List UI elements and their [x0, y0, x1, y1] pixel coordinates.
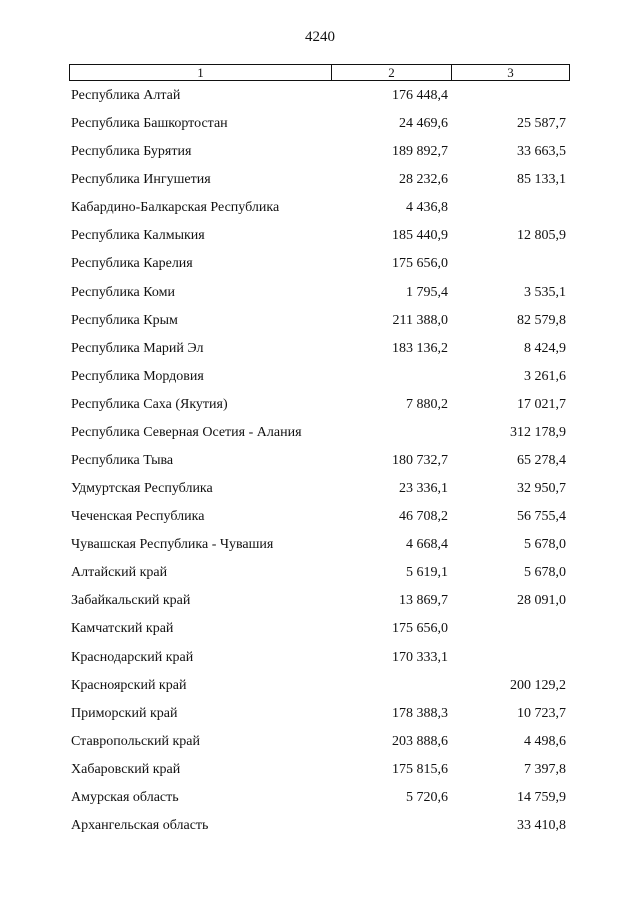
value-col-3: 56 755,4	[517, 509, 566, 525]
value-col-3: 4 498,6	[524, 733, 566, 749]
region-name: Республика Коми	[71, 284, 175, 300]
value-col-3: 5 678,0	[524, 565, 566, 581]
value-col-2: 170 333,1	[392, 649, 448, 665]
region-name: Республика Тыва	[71, 453, 174, 469]
value-col-2: 46 708,2	[399, 509, 448, 525]
table-row	[71, 761, 569, 789]
value-col-3: 7 397,8	[524, 761, 566, 777]
value-col-3: 14 759,9	[517, 789, 566, 805]
region-name: Республика Саха (Якутия)	[71, 396, 228, 412]
table-row	[71, 564, 569, 592]
value-col-2: 7 880,2	[406, 396, 448, 412]
value-col-3: 3 535,1	[524, 284, 566, 300]
region-name: Камчатский край	[71, 621, 174, 637]
value-col-2: 4 436,8	[406, 200, 448, 216]
table-row	[71, 620, 569, 648]
region-name: Амурская область	[71, 789, 179, 805]
table-row	[71, 789, 569, 817]
region-name: Хабаровский край	[71, 761, 181, 777]
table-row	[71, 592, 569, 620]
value-col-2: 4 668,4	[406, 537, 448, 553]
table-row	[71, 705, 569, 733]
value-col-2: 175 815,6	[392, 761, 448, 777]
value-col-2: 28 232,6	[399, 172, 448, 188]
table-row	[71, 677, 569, 705]
value-col-3: 3 261,6	[524, 368, 566, 384]
value-col-2: 175 656,0	[392, 256, 448, 272]
table-row	[71, 480, 569, 508]
table-row	[71, 396, 569, 424]
table-row	[71, 508, 569, 536]
table-row	[71, 368, 569, 396]
region-name: Забайкальский край	[71, 593, 191, 609]
region-name: Республика Крым	[71, 312, 178, 328]
value-col-3: 312 178,9	[510, 424, 566, 440]
value-col-2: 23 336,1	[399, 481, 448, 497]
region-name: Ставропольский край	[71, 733, 200, 749]
value-col-3: 85 133,1	[517, 172, 566, 188]
column-header-3: 3	[452, 65, 570, 81]
table-row	[71, 817, 569, 845]
value-col-2: 203 888,6	[392, 733, 448, 749]
value-col-3: 33 663,5	[517, 144, 566, 160]
table-header	[69, 64, 570, 81]
value-col-2: 180 732,7	[392, 453, 448, 469]
value-col-3: 5 678,0	[524, 537, 566, 553]
value-col-2: 176 448,4	[392, 88, 448, 103]
region-name: Алтайский край	[71, 565, 168, 581]
region-name: Республика Алтай	[71, 88, 181, 103]
region-name: Республика Марий Эл	[71, 340, 204, 356]
region-name: Чувашская Республика - Чувашия	[71, 537, 274, 553]
value-col-3: 200 129,2	[510, 677, 566, 693]
value-col-2: 189 892,7	[392, 144, 448, 160]
table-row	[71, 143, 569, 171]
table-row	[71, 255, 569, 283]
table-row	[71, 171, 569, 199]
region-name: Архангельская область	[71, 818, 209, 834]
table-row	[71, 284, 569, 312]
value-col-2: 24 469,6	[399, 116, 448, 132]
table-row	[71, 312, 569, 340]
region-name: Республика Северная Осетия - Алания	[71, 424, 302, 440]
value-col-3: 25 587,7	[517, 116, 566, 132]
region-name: Кабардино-Балкарская Республика	[71, 200, 280, 216]
value-col-3: 82 579,8	[517, 312, 566, 328]
value-col-3: 28 091,0	[517, 593, 566, 609]
region-name: Республика Бурятия	[71, 144, 192, 160]
table-row	[71, 649, 569, 677]
table-body	[71, 87, 569, 845]
table-row	[71, 733, 569, 761]
table-row	[71, 340, 569, 368]
value-col-2: 1 795,4	[406, 284, 448, 300]
region-name: Красноярский край	[71, 677, 187, 693]
value-col-2: 178 388,3	[392, 705, 448, 721]
region-name: Приморский край	[71, 705, 178, 721]
region-name: Республика Башкортостан	[71, 116, 228, 132]
value-col-3: 10 723,7	[517, 705, 566, 721]
region-name: Чеченская Республика	[71, 509, 205, 525]
value-col-3: 32 950,7	[517, 481, 566, 497]
region-name: Республика Мордовия	[71, 368, 204, 384]
value-col-2: 183 136,2	[392, 340, 448, 356]
value-col-2: 211 388,0	[392, 312, 448, 328]
table-row	[71, 424, 569, 452]
value-col-2: 5 720,6	[406, 789, 448, 805]
column-header-2: 2	[332, 65, 452, 81]
region-name: Удмуртская Республика	[71, 481, 213, 497]
region-name: Республика Карелия	[71, 256, 193, 272]
value-col-3: 8 424,9	[524, 340, 566, 356]
table-row	[71, 199, 569, 227]
table-row	[71, 452, 569, 480]
region-name: Республика Ингушетия	[71, 172, 211, 188]
region-name: Республика Калмыкия	[71, 228, 205, 244]
value-col-3: 17 021,7	[517, 396, 566, 412]
value-col-2: 5 619,1	[406, 565, 448, 581]
value-col-2: 175 656,0	[392, 621, 448, 637]
page-number: 4240	[305, 29, 335, 45]
value-col-2: 185 440,9	[392, 228, 448, 244]
value-col-3: 12 805,9	[517, 228, 566, 244]
region-name: Краснодарский край	[71, 649, 194, 665]
table-row	[71, 227, 569, 255]
column-header-1: 1	[70, 65, 332, 81]
table-row	[71, 115, 569, 143]
value-col-3: 33 410,8	[517, 818, 566, 834]
value-col-3: 65 278,4	[517, 453, 566, 469]
table-row	[71, 87, 569, 115]
value-col-2: 13 869,7	[399, 593, 448, 609]
table-row	[71, 536, 569, 564]
